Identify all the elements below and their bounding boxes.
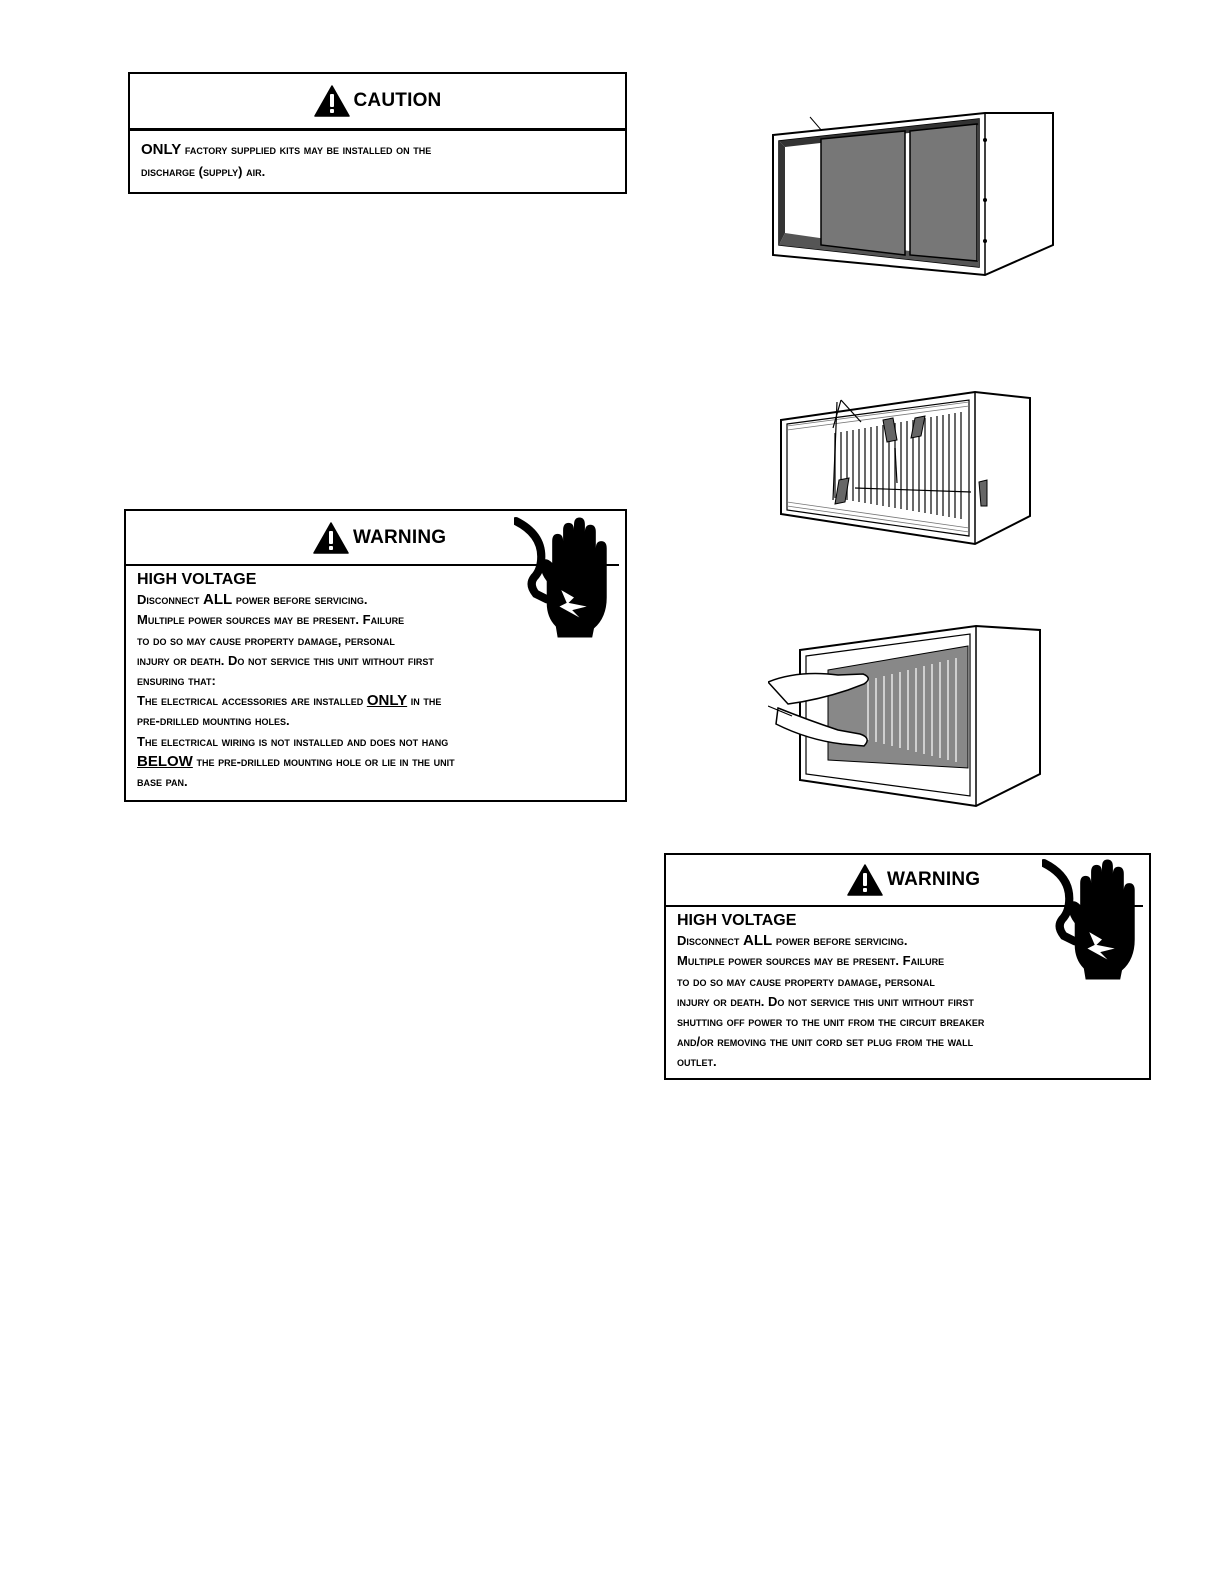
- electric-shock-hand-icon: [1042, 855, 1142, 983]
- w1-line-8: The electrical wiring is not installed and does not hang: [137, 733, 449, 749]
- grille-removal-figure: [768, 620, 1048, 810]
- w2-line-5: shutting off power to the unit from the circuit breaker: [677, 1014, 985, 1030]
- w1-line-7: pre-drilled mounting holes.: [137, 713, 290, 729]
- warning-title-1: WARNING: [353, 526, 447, 548]
- w1-line-5: ensuring that:: [137, 673, 216, 689]
- caution-title: CAUTION: [353, 90, 442, 111]
- w2-line-6: and/or removing the unit cord set plug from the wall: [677, 1034, 974, 1050]
- w1-all-emphasis: ALL: [203, 591, 233, 609]
- warning-title-2: WARNING: [887, 869, 981, 890]
- w2-line-1a: Disconnect: [677, 933, 740, 949]
- w1-line-1a: Disconnect: [137, 592, 200, 608]
- w1-line-9: the pre-drilled mounting hole or lie in the unit: [196, 753, 455, 769]
- w1-line-10: base pan.: [137, 774, 188, 790]
- w1-below-emphasis: BELOW: [137, 752, 193, 770]
- w1-line-1b: power before servicing.: [235, 592, 368, 608]
- w1-line-6a: The electrical accessories are installed: [137, 693, 364, 709]
- caution-only-emphasis: ONLY: [141, 141, 182, 158]
- caution-line-1: factory supplied kits may be installed on the: [184, 142, 432, 157]
- alert-triangle-icon: [314, 85, 350, 117]
- w2-line-3: to do so may cause property damage, personal: [677, 973, 935, 989]
- alert-triangle-icon: [847, 864, 883, 896]
- electric-shock-hand-icon: [514, 513, 614, 641]
- w1-line-4: injury or death. Do not service this unit without first: [137, 652, 434, 668]
- w2-line-7: outlet.: [677, 1054, 717, 1070]
- caution-body: [130, 131, 625, 183]
- w1-only-emphasis: ONLY: [366, 692, 408, 710]
- w1-line-2: Multiple power sources may be present. Failure: [137, 612, 405, 628]
- w2-line-1b: power before servicing.: [775, 933, 908, 949]
- high-voltage-heading-2: HIGH VOLTAGE: [677, 912, 797, 929]
- w1-line-3: to do so may cause property damage, personal: [137, 632, 395, 648]
- w1-line-6b: in the: [410, 693, 442, 709]
- w2-all-emphasis: ALL: [743, 932, 773, 950]
- w2-line-4: injury or death. Do not service this unit without first: [677, 993, 974, 1009]
- caution-header: [130, 74, 625, 131]
- caution-box: [128, 72, 627, 194]
- alert-triangle-icon: [313, 522, 349, 554]
- grille-clips-figure: [775, 388, 1035, 548]
- high-voltage-heading-1: HIGH VOLTAGE: [137, 571, 257, 588]
- wall-sleeve-figure: [765, 105, 1065, 285]
- caution-line-2: discharge (supply) air.: [141, 164, 266, 179]
- w2-line-2: Multiple power sources may be present. Failure: [677, 953, 945, 969]
